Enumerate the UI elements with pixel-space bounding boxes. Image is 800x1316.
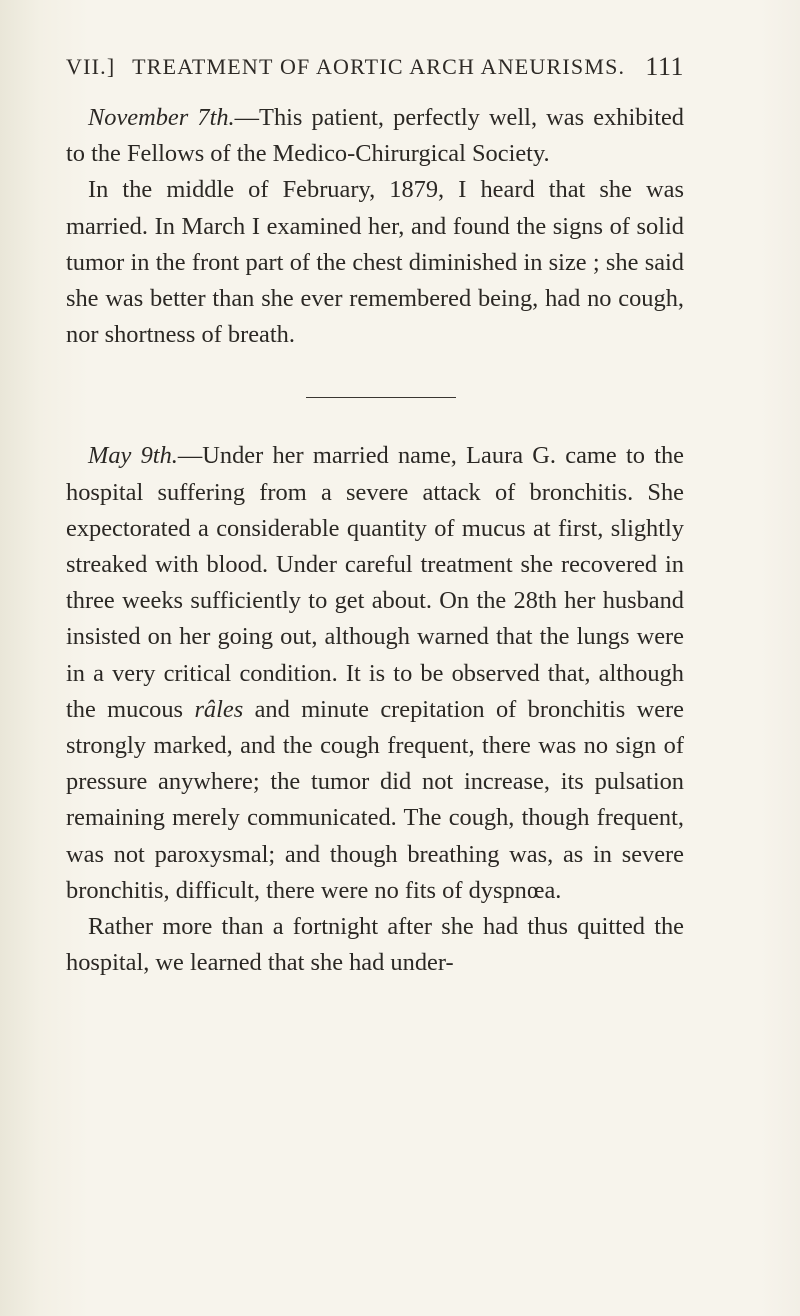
entry-date: November 7th. [88, 104, 235, 131]
paragraph-text-continued: and minute crepitation of bronchitis were strongly marked, and the cough frequent, there was no sign of pressure anywhere; the tumor did not increase, its pulsation remaining merely communicated. The cough, though frequent, was not paroxysmal; and though breathing was, as in severe bronchitis, difficult, there were no fits of dyspnœa. [66, 695, 685, 904]
paragraph-text: Rather more than a fortnight after she had thus quitted the hospital, we learned that she had under- [66, 913, 684, 977]
running-title: TREATMENT OF AORTIC ARCH ANEURISMS. [132, 54, 626, 79]
paragraph-may-9 [66, 438, 684, 909]
paragraph-text: —This patient, perfectly well, was exhibited to the Fellows of the Medico-Chirurgical Society. [66, 104, 684, 168]
paragraph-text: —Under her married name, Laura G. came to the hospital suffering from a severe attack of bronchitis. She expectorated a considerable quantity of mucus at first, slightly streaked with blood. Under careful treatment she recovered in three weeks sufficiently to get about. On the 28th her husband insisted on her going out, although warned that the lungs were in a very critical condition. It is to be observed that, although the mucous [66, 442, 685, 723]
paragraph-fortnight [66, 909, 684, 981]
section-divider [306, 397, 456, 398]
page-body [66, 100, 684, 981]
paragraph-november-7 [66, 100, 684, 172]
paragraph-february-1879 [66, 172, 684, 353]
paragraph-text: In the middle of February, 1879, I heard that she was married. In March I examined her, and found the signs of solid tumor in the front part of the chest diminished in size ; she said she was better than she ever remembered being, had no cough, nor shortness of breath. [66, 176, 684, 349]
italic-term: râles [194, 695, 244, 723]
page-number: 111 [645, 52, 684, 81]
running-header [66, 54, 684, 80]
chapter-number: VII.] [66, 54, 116, 79]
entry-date: May 9th. [88, 442, 178, 470]
